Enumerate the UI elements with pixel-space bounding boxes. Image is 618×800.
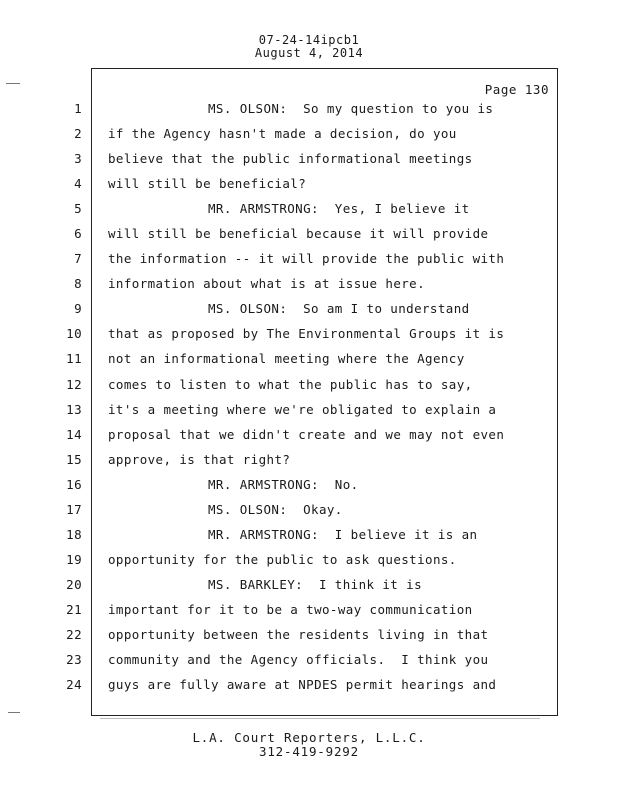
transcript-line	[66, 351, 557, 376]
transcript-line	[66, 652, 557, 677]
line-text: information about what is at issue here.	[108, 276, 426, 292]
transcript-line	[66, 551, 557, 577]
line-text: opportunity for the public to ask questions.	[108, 551, 457, 567]
line-text: MS. OLSON: So am I to understand	[208, 301, 470, 317]
line-text: MR. ARMSTRONG: Yes, I believe it	[208, 201, 470, 217]
transcript-line	[66, 426, 557, 452]
transcript-line	[66, 401, 557, 427]
line-number: 23	[66, 652, 82, 668]
transcript-line	[66, 376, 557, 402]
page-number: Page 130	[484, 82, 549, 97]
footer-reporter: L.A. Court Reporters, L.L.C.	[192, 730, 426, 745]
line-number: 12	[66, 376, 82, 392]
line-number: 7	[74, 251, 82, 267]
transcript-line	[66, 626, 557, 652]
line-number: 24	[66, 677, 82, 693]
line-number: 14	[66, 426, 82, 442]
transcript-line	[74, 301, 557, 326]
line-number: 20	[66, 576, 82, 592]
transcript-line	[66, 526, 557, 552]
line-number: 15	[66, 451, 82, 467]
transcript-line	[66, 451, 557, 477]
line-text: MR. ARMSTRONG: No.	[208, 476, 359, 492]
line-text: MR. ARMSTRONG: I believe it is an	[208, 526, 478, 542]
transcript-line	[66, 677, 557, 702]
line-text: that as proposed by The Environmental Groups it is	[108, 326, 505, 342]
line-text: believe that the public informational meetings	[108, 151, 473, 167]
line-text: the information -- it will provide the public with	[108, 251, 505, 267]
transcript-line	[74, 201, 557, 226]
line-number: 21	[66, 601, 82, 617]
line-number: 3	[74, 151, 82, 167]
transcript-line	[74, 276, 557, 301]
line-number: 11	[66, 351, 82, 367]
line-number: 1	[74, 101, 82, 116]
line-text: opportunity between the residents living in that	[108, 626, 489, 642]
transcript-line	[66, 601, 557, 627]
transcript-line	[74, 251, 557, 276]
transcript-line	[74, 126, 557, 151]
line-number: 6	[74, 226, 82, 242]
line-number: 4	[74, 176, 82, 192]
line-text: important for it to be a two-way communication	[108, 601, 473, 617]
transcript-line	[74, 101, 557, 126]
line-number: 16	[66, 476, 82, 492]
line-number: 22	[66, 626, 82, 642]
header-date: August 4, 2014	[254, 46, 364, 60]
line-text: approve, is that right?	[108, 451, 291, 467]
line-text: it's a meeting where we're obligated to explain a	[108, 401, 497, 417]
transcript-line	[66, 501, 557, 527]
line-number: 9	[74, 301, 82, 317]
transcript-line	[66, 326, 557, 351]
line-text: MS. OLSON: So my question to you is	[208, 101, 494, 116]
line-text: if the Agency hasn't made a decision, do you	[108, 126, 457, 142]
scan-mark	[8, 712, 20, 713]
line-text: not an informational meeting where the Agency	[108, 351, 465, 367]
transcript-line	[74, 151, 557, 176]
line-number: 17	[66, 501, 82, 517]
transcript-line	[66, 476, 557, 502]
line-text: MS. BARKLEY: I think it is	[208, 576, 422, 592]
footer-phone: 312-419-9292	[259, 744, 359, 759]
line-text: community and the Agency officials. I think you	[108, 652, 489, 668]
scan-rule	[100, 718, 540, 719]
header-case-id: 07-24-14ipcb1	[258, 33, 360, 47]
line-number: 13	[66, 401, 82, 417]
line-number: 8	[74, 276, 82, 292]
transcript-page-frame	[66, 68, 558, 716]
line-text: will still be beneficial because it will provide	[108, 226, 489, 242]
line-text: comes to listen to what the public has to say,	[108, 376, 473, 392]
line-text: guys are fully aware at NPDES permit hearings and	[108, 677, 497, 693]
line-number: 19	[66, 551, 82, 567]
transcript-lines	[66, 101, 557, 702]
line-text: MS. OLSON: Okay.	[208, 501, 343, 517]
line-number: 10	[66, 326, 82, 342]
scan-mark	[6, 83, 20, 84]
line-text: will still be beneficial?	[108, 176, 307, 192]
transcript-line	[74, 226, 557, 251]
line-number: 2	[74, 126, 82, 142]
line-number: 18	[66, 526, 82, 542]
transcript-line	[66, 576, 557, 602]
transcript-line	[74, 176, 557, 201]
line-text: proposal that we didn't create and we may not even	[108, 426, 505, 442]
line-number: 5	[74, 201, 82, 217]
